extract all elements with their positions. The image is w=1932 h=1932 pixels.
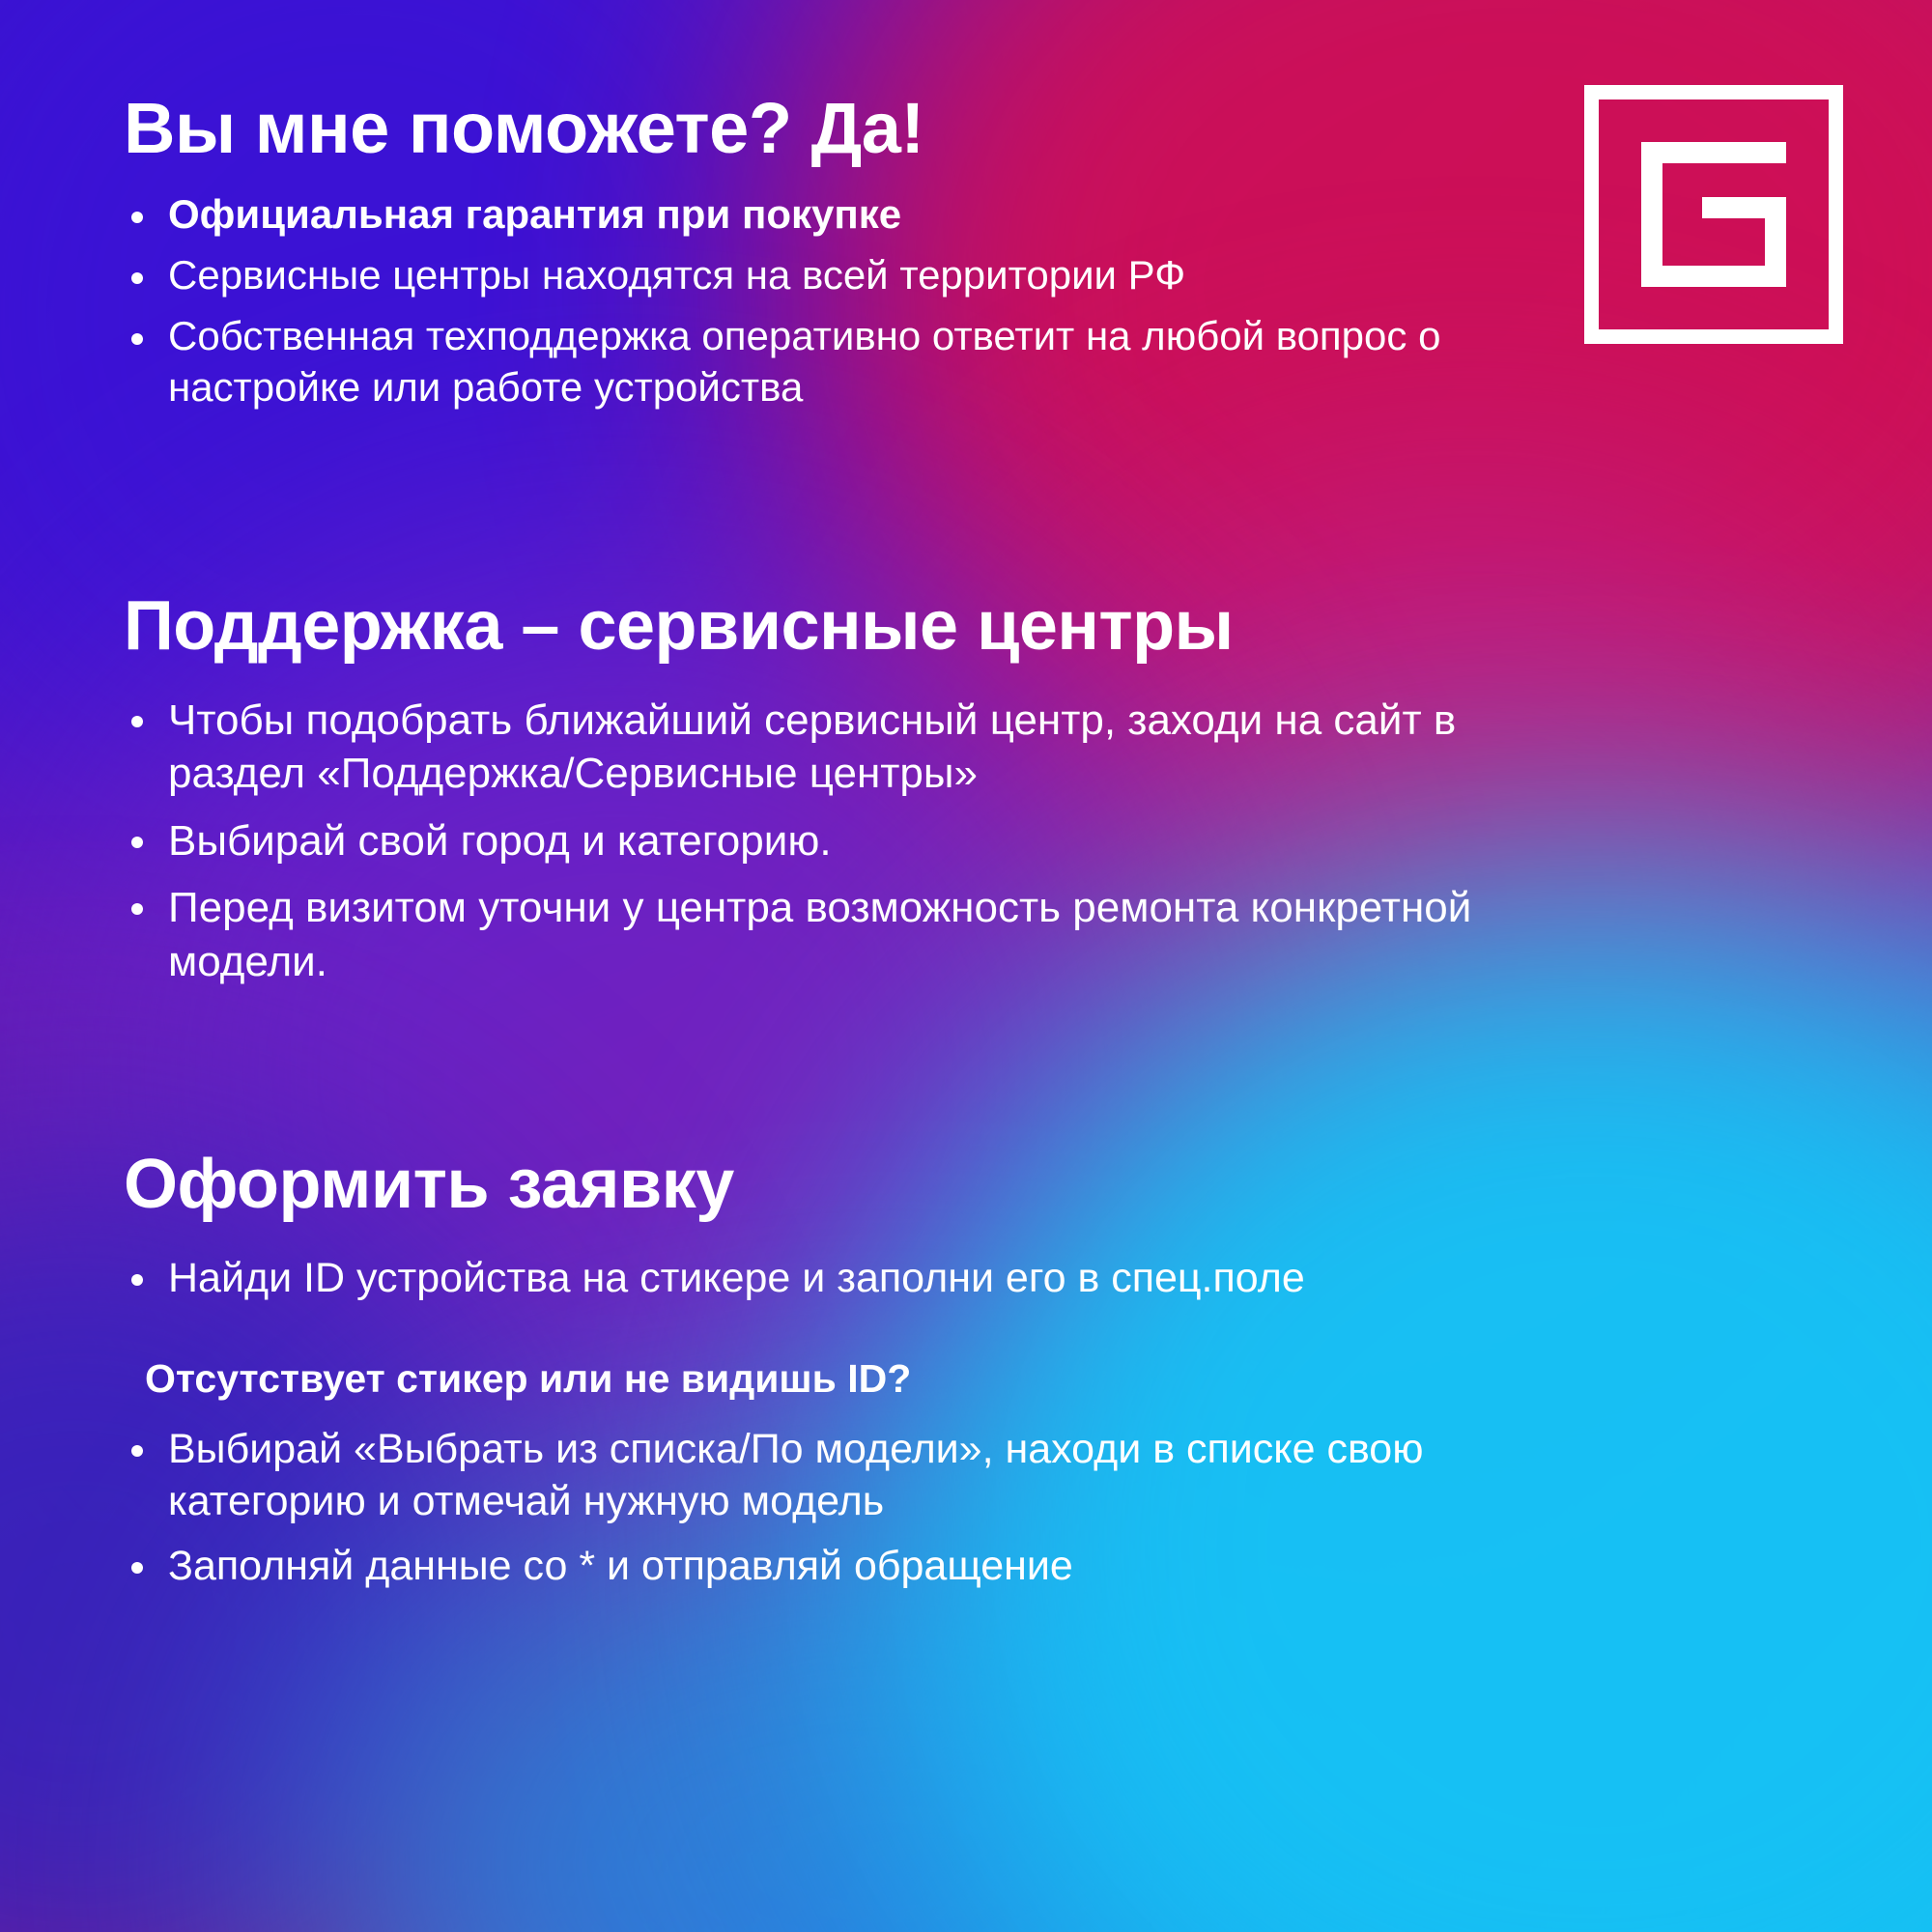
list-item: Заполняй данные со * и отправляй обращение: [124, 1540, 1592, 1592]
section-service-centers-list: [124, 694, 1592, 988]
list-item: Официальная гарантия при покупке: [124, 189, 1592, 241]
section-request: [124, 1146, 1592, 1604]
section-warranty: [124, 88, 1592, 423]
list-item: Собственная техподдержка оперативно ответит на любой вопрос о настройке или работе устройства: [124, 311, 1592, 413]
section-request-list: [124, 1252, 1592, 1304]
g-logo-stroke-top: [1641, 142, 1786, 163]
list-item: Перед визитом уточни у центра возможность ремонта конкретной модели.: [124, 881, 1592, 988]
section-request-heading: Оформить заявку: [124, 1146, 734, 1223]
g-logo-glyph: [1641, 142, 1786, 287]
section-service-centers-heading: Поддержка – сервисные центры: [124, 587, 1234, 665]
list-item: Выбирай свой город и категорию.: [124, 814, 1592, 867]
g-logo-stroke-middle: [1702, 197, 1786, 218]
section-request-subheading: Отсутствует стикер или не видишь ID?: [145, 1356, 912, 1402]
g-logo-icon: [1584, 85, 1843, 344]
list-item: Найди ID устройства на стикере и заполни его в спец.поле: [124, 1252, 1592, 1304]
section-warranty-list: [124, 189, 1592, 413]
section-request-list-secondary: [124, 1423, 1592, 1592]
section-warranty-heading: Вы мне поможете? Да!: [124, 88, 924, 168]
list-item: Выбирай «Выбрать из списка/По модели», находи в списке свою категорию и отмечай нужную модель: [124, 1423, 1592, 1527]
list-item: Сервисные центры находятся на всей территории РФ: [124, 250, 1592, 301]
section-service-centers: [124, 587, 1592, 1002]
list-item: Чтобы подобрать ближайший сервисный центр, заходи на сайт в раздел «Поддержка/Сервисные центры»: [124, 694, 1592, 801]
